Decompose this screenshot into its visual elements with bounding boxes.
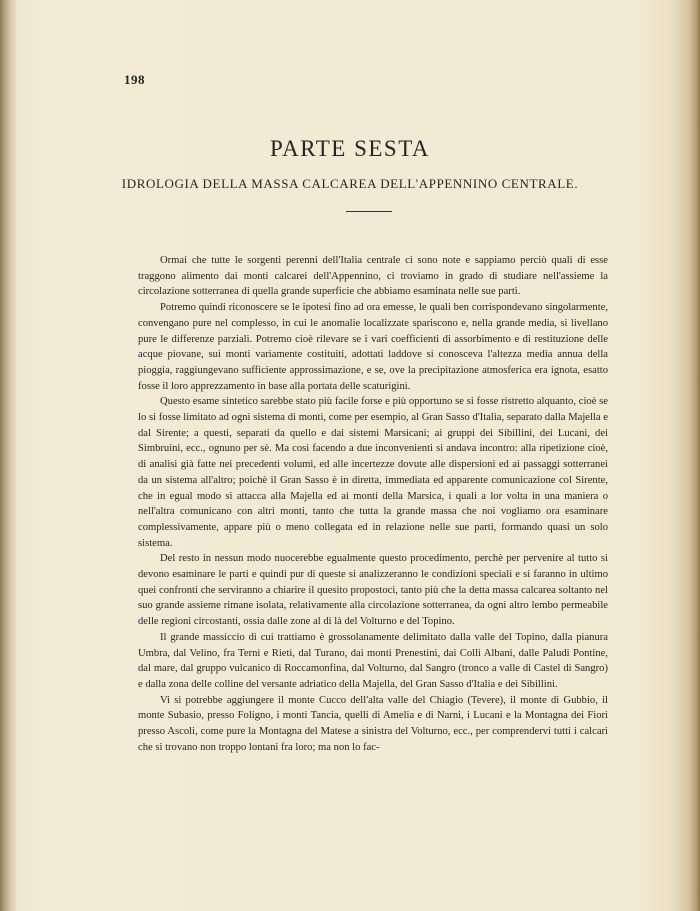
body-text	[138, 253, 608, 756]
paragraph: Questo esame sintetico sarebbe stato più facile forse e più opportuno se si fosse ristretto alquanto, cioè se lo si fosse limitato ad ogni sistema di monti, come per esempio, al Gran Sasso d'Italia, separato dalla Majella e dal Sirente; a questi, separati da quello e dai sistemi Marsicani; ai gruppi dei Sibillini, dei Lucani, dei Simbruini, ecc., ognuno per sè. Ma così facendo a due inconvenienti si andava incontro: alla ripetizione cioè, di analisi già fatte nei precedenti volumi, ed alle incertezze dovute alle dispersioni ed ai passaggi sotterranei da un sistema all'altro; poichè il Gran Sasso è in diretta, immediata ed apparente comunicazione col Sirente, che in egual modo si attacca alla Majella ed ai monti della Marsica, i quali a lor volta in una maniera o nell'altra comunicano con altri monti, tanto che tutta la grande massa che noi vogliamo ora esaminare complessivamente, appare più o meno collegata ed in relazione nelle sue parti, formando quasi un solo sistema.	[138, 396, 608, 549]
chapter-subtitle: IDROLOGIA DELLA MASSA CALCAREA DELL'APPENNINO CENTRALE.	[121, 176, 579, 191]
paragraph: Il grande massiccio di cui trattiamo è grossolanamente delimitato dalla valle del Topino, dalla pianura Umbra, dal Velino, fra Terni e Rieti, dal Turano, dai monti Prenestini, dai Colli Albani, dalle Paludi Pontine, dal mare, dal gruppo vulcanico di Roccamonfina, dal Volturno, dal Sangro (tronco a valle di Castel di Sangro) e dalla zona delle colline del versante adriatico della Majella, del Gran Sasso d'Italia e dei Sibillini.	[138, 631, 608, 690]
page-number: 198	[124, 72, 145, 87]
paragraph: Potremo quindi riconoscere se le ipotesi fino ad ora emesse, le quali ben corrispondevano singolarmente, convengano pure nel complesso, in cui le anomalie localizzate spariscono e, nella grande media, si livellano pure le differenze parziali. Potremo cioè rilevare se i vari coefficienti di assorbimento e di restituzione delle acque piovane, sui monti variamente costituiti, adottati laddove si conosceva l'altezza media annua della pioggia, raggiungevano sufficiente approssimazione, e se, ove la precipitazione atmosferica era ignota, esatto fosse il loro apprezzamento in base alla portata delle scaturigini.	[138, 302, 608, 392]
part-title: PARTE SESTA	[269, 136, 431, 161]
title-divider	[346, 211, 392, 212]
paragraph: Del resto in nessun modo nuocerebbe egualmente questo procedimento, perchè per pervenire al tutto si devono esaminare le parti e quindi pur di queste si analizzeranno le condizioni speciali e si faranno in ultimo quei confronti che serviranno a chiarire il quesito propostoci, tanto più che la detta massa calcarea soltanto nel suo grande assieme rimane isolata, relativamente alla circolazione sotterranea, da ogni altro lembo permeabile delle regioni circostanti, ossia dalle zone al di là del Volturno e del Topino.	[138, 553, 608, 628]
paragraph: Ormai che tutte le sorgenti perenni dell'Italia centrale ci sono note e sappiamo perciò quali di esse traggono alimento dai monti calcarei dell'Appennino, ci troviamo in grado di studiare nell'assieme la circolazione sotterranea di quella grande superficie che abbiamo esaminata nelle sue parti.	[138, 255, 608, 298]
paragraph: Vi si potrebbe aggiungere il monte Cucco dell'alta valle del Chiagio (Tevere), il monte di Gubbio, il monte Subasio, presso Foligno, i monti Tancia, quelli di Amelia e di Narni, i Lucani e la Montagna dei Fiori presso Ascoli, come pure la Montagna del Matese a sinistra del Volturno, ecc., per comprendervi tutti i calcari che si trovano non troppo lontani fra loro; ma non lo fac-	[138, 694, 608, 753]
